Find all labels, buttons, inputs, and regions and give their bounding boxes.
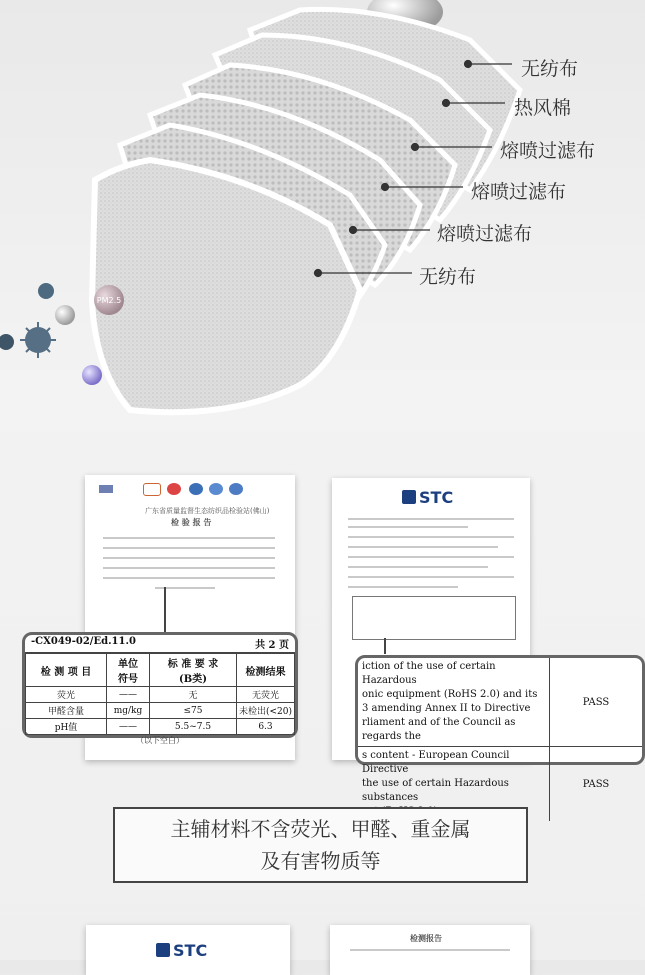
report-title: 检 验 报 告 bbox=[171, 518, 212, 527]
col-result: 检测结果 bbox=[237, 654, 295, 687]
col-standard: 标 准 要 求 (B类) bbox=[150, 654, 237, 687]
cnas-seal-2 bbox=[229, 483, 243, 495]
stc-logo: STC bbox=[419, 488, 454, 507]
stc-logo-bottom: STC bbox=[173, 941, 208, 960]
stc-mark-icon bbox=[402, 490, 416, 504]
bottom-report-title: 检测报告 bbox=[410, 934, 442, 943]
table-row: s content - European Council Directive the use of certain Hazardous substances PASS bbox=[358, 747, 642, 822]
cal-seal bbox=[167, 483, 181, 495]
layer-label-4: 熔喷过滤布 bbox=[471, 181, 567, 203]
col-unit: 单位 符号 bbox=[107, 654, 150, 687]
layer-label-6: 无纺布 bbox=[419, 266, 477, 288]
layer-label-3: 熔喷过滤布 bbox=[500, 140, 596, 162]
table-row: 甲醛含量 mg/kg ≤75 未检出(<20) bbox=[26, 703, 295, 719]
layer-label-1: 无纺布 bbox=[521, 58, 579, 80]
table-footer: （以下空白） bbox=[136, 736, 184, 745]
page-count: 共 2 页 bbox=[255, 640, 289, 651]
zoom-connector bbox=[164, 587, 166, 632]
ilac-seal bbox=[209, 483, 223, 495]
layer-label-5: 熔喷过滤布 bbox=[437, 223, 533, 245]
doc-code: -CX049-02/Ed.11.0 bbox=[31, 636, 136, 647]
stc-mark-icon bbox=[156, 943, 170, 957]
zoom-right-table bbox=[355, 655, 645, 803]
zoom-left-table bbox=[22, 632, 298, 745]
bottom-report-right bbox=[330, 925, 530, 975]
claim-line-1: 主辅材料不含荧光、甲醛、重金属 bbox=[170, 817, 471, 841]
claim-line-2: 及有害物质等 bbox=[260, 849, 381, 873]
report-header: 广东省质量监督生态纺织品检验站(佛山) bbox=[145, 507, 270, 515]
bottom-report-left bbox=[86, 925, 290, 975]
layer-label-2: 热风棉 bbox=[514, 97, 572, 119]
virus-particles bbox=[0, 283, 56, 358]
cnas-seal bbox=[189, 483, 203, 495]
pm25-badge: PM2.5 bbox=[96, 296, 122, 305]
mini-table bbox=[352, 596, 516, 640]
material-claim-box bbox=[113, 807, 528, 883]
cma-seal bbox=[143, 483, 161, 496]
rohs-table bbox=[358, 658, 642, 821]
layer-shapes bbox=[92, 9, 520, 412]
table-row: pH值 —— 5.5~7.5 6.3 bbox=[26, 719, 295, 735]
col-item: 检 测 项 目 bbox=[26, 654, 107, 687]
zoom-connector-right bbox=[384, 638, 386, 654]
particle-gray bbox=[55, 305, 75, 325]
table-row: iction of the use of certain Hazardous onic equipment (RoHS 2.0) and its 3 amending Annex II to Directive rliament and of the Council as regards the PASS bbox=[358, 658, 642, 747]
particle-purple bbox=[82, 365, 102, 385]
report-logo bbox=[99, 485, 113, 493]
table-row: 荧光 —— 无 无荧光 bbox=[26, 687, 295, 703]
mask-layers-illustration bbox=[0, 0, 640, 440]
results-table bbox=[25, 653, 295, 735]
